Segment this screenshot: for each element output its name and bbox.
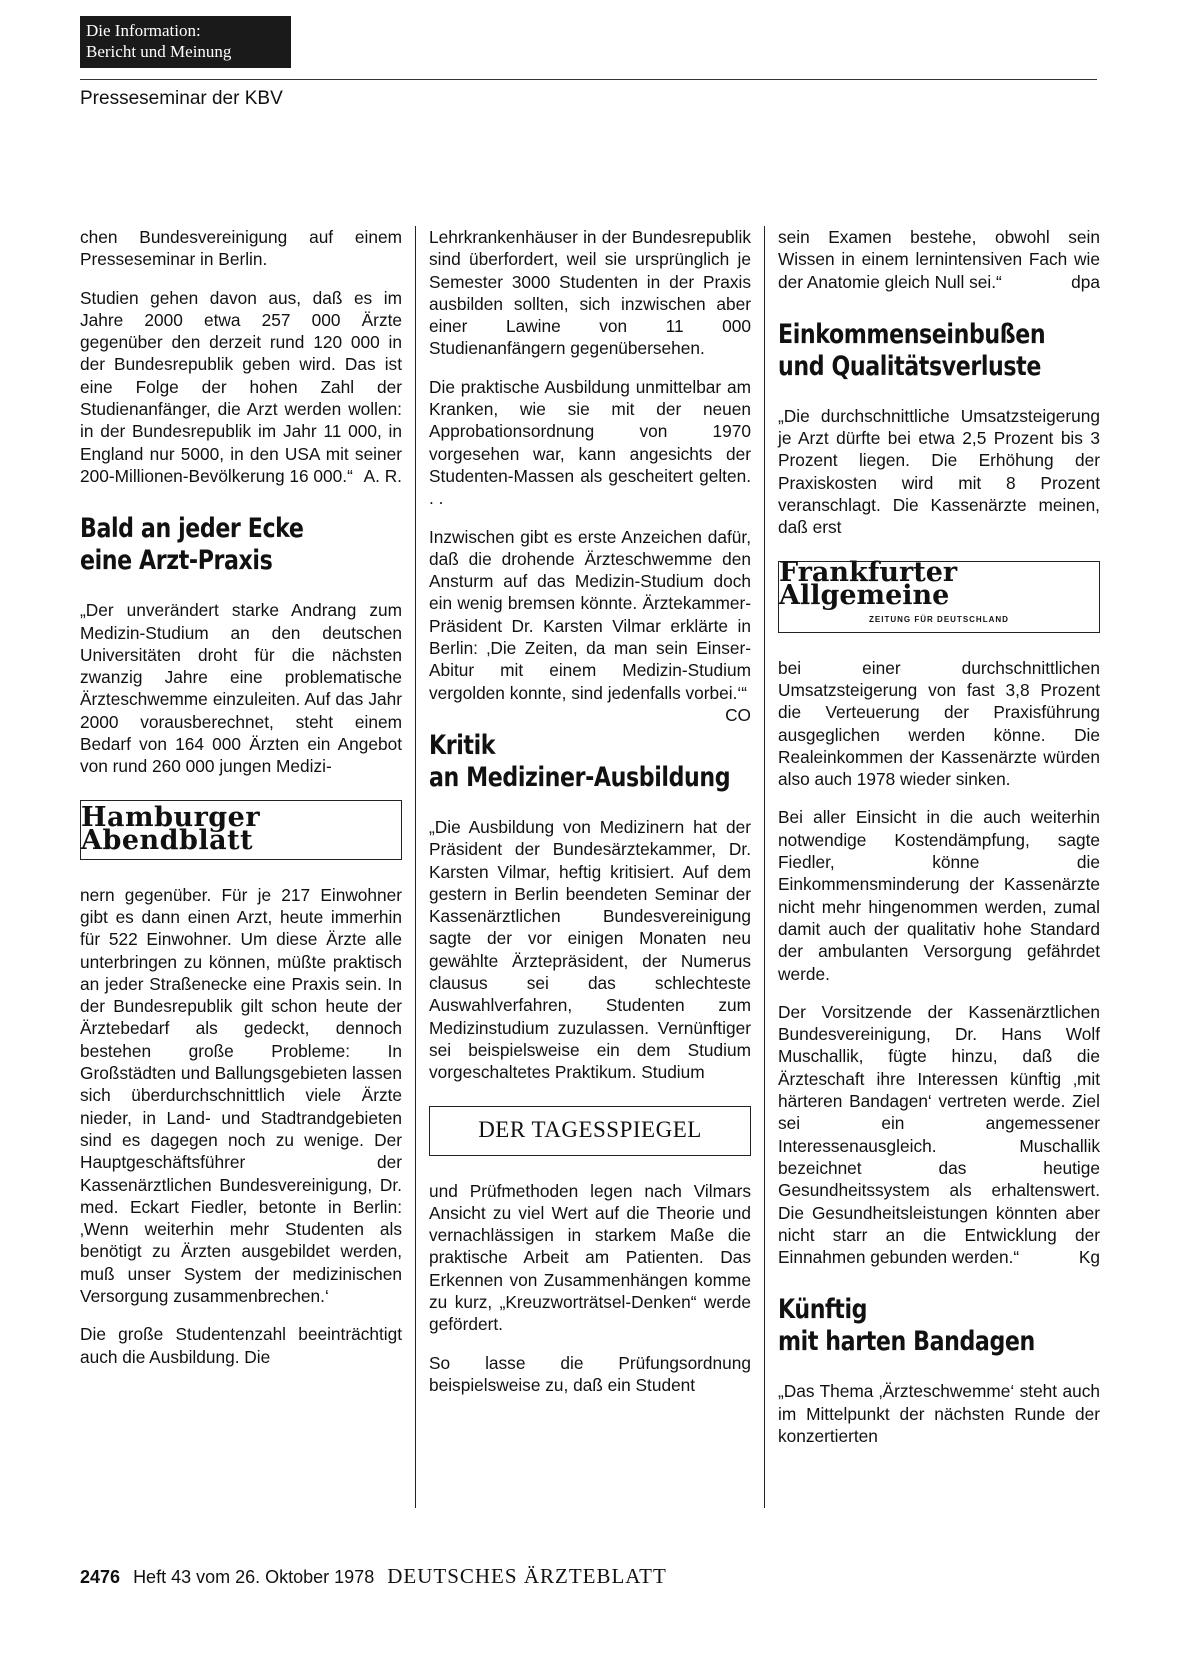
logo-text: Frankfurter Allgemeine [779, 557, 958, 611]
badge-line-1: Die Information: [86, 21, 201, 40]
column-2 [429, 226, 751, 1412]
newspaper-logo-hamburger-abendblatt [80, 800, 402, 860]
page-number: 2476 [80, 1567, 121, 1587]
column-1 [80, 226, 402, 1384]
paragraph: „Der unverändert starke Andrang zum Medizin-Studium an den deutschen Universitäten droht für die nächsten zwanzig Jahre eine problematische Ärzteschwemme einzuleiten. Auf das Jahr 2000 vorausberechnet, steht einem Bedarf von 164 000 Ärzten ein Angebot von rund 260 000 jungen Medizi- [80, 600, 402, 777]
column-divider-1 [415, 226, 416, 1508]
paragraph: bei einer durchschnittlichen Umsatzsteigerung von fast 3,8 Prozent die Verteuerung der Praxisführung ausgeglichen werden könne. Die Realeinkommen der Kassenärzte würden also auch 1978 wieder sinken. [778, 657, 1100, 790]
author-signature: A. R. [363, 465, 402, 486]
article-headline [80, 513, 400, 577]
paragraph-text: Studien gehen davon aus, daß es im Jahre 2000 etwa 257 000 Ärzte gegenüber den derzeit rund 120 000 in der Bundesrepublik geben wird. Das ist eine Folge der hohen Zahl der Studienanfänger, die Arzt werden wollen: in der Bundesrepublik im Jahr 11 000, in England nur 5000, in den USA mit seiner 200-Millionen-Bevölkerung 16 000.“ [80, 287, 402, 486]
paragraph: Bei aller Einsicht in die auch weiterhin notwendige Kostendämpfung, sagte Fiedler, könne die Einkommensminderung der Kassenärzte nicht mehr hingenommen werden, zumal damit auch der qualitativ hohe Standard der ambulanten Versorgung gefährdet werde. [778, 807, 1100, 984]
paragraph-text: Der Vorsitzende der Kassenärztlichen Bundesvereinigung, Dr. Hans Wolf Muschallik, fügte hinzu, daß die Ärzteschaft ihre Interessen künftig ‚mit härteren Bandagen‘ vertreten werde. Ziel sei ein angemessener Interessenausgleich. Muschallik bezeichnet das heutige Gesundheitssystem als erhaltenswert. Die Gesundheitsleistungen könnten aber nicht starr an die Entwicklung der Einnahmen gebunden werden.“ [778, 1001, 1100, 1268]
paragraph: Die praktische Ausbildung unmittelbar am Kranken, wie sie mit der neuen Approbationsordnung von 1970 vorgesehen war, kann angesichts der Studenten-Massen als gescheitert gelten. . . [429, 376, 751, 509]
paragraph [429, 526, 751, 725]
paragraph: Lehrkrankenhäuser in der Bundesrepublik sind überfordert, weil sie ursprünglich je Semester 3000 Studenten in der Praxis ausbilden sollten, sich inzwischen aber einer Lawine von 11 000 Studienanfängern gegenübersehen. [429, 227, 751, 359]
newspaper-logo-faz [778, 557, 1100, 633]
section-badge [80, 16, 291, 68]
headline-line: Kritik [429, 729, 496, 761]
logo-text: DER TAGESSPIEGEL [478, 1117, 702, 1143]
paragraph: So lasse die Prüfungsordnung beispielsweise zu, daß ein Student [429, 1352, 751, 1395]
headline-line: an Mediziner-Ausbildung [429, 761, 731, 793]
paragraph-text: Inzwischen gibt es erste Anzeichen dafür, daß die drohende Ärzteschwemme den Ansturm auf das Medizin-Studium doch ein wenig bremsen könnte. Ärztekammer-Präsident Dr. Karsten Vilmar erklärte in Berlin: ‚Die Zeiten, da man sein Einser-Abitur mit einem Medizin-Studium vergolden konnte, sind jedenfalls vorbei.‘“ [429, 526, 751, 703]
paragraph: „Die Ausbildung von Medizinern hat der Präsident der Bundesärztekammer, Dr. Karsten Vilmar, heftig kritisiert. Auf dem gestern in Berlin beendeten Seminar der Kassenärztlichen Bundesvereinigung sagte der vor einigen Monaten neu gewählte Ärztepräsident, der Numerus clausus sei das schlechteste Auswahlverfahren, Studenten zum Medizinstudium zuzulassen. Vernünftiger sei beispielsweise ein dem Studium vorgeschaltetes Praktikum. Studium [429, 816, 751, 1083]
column-3 [778, 226, 1100, 1463]
headline-line: Einkommenseinbußen [778, 318, 1046, 350]
headline-line: Bald an jeder Ecke [80, 513, 304, 545]
paragraph: und Prüfmethoden legen nach Vilmars Ansicht zu viel Wert auf die Theorie und vernachlässigen in starkem Maße die praktische Arbeit am Patienten. Das Erkennen von Zusammenhängen komme zu kurz, „Kreuzworträtsel-Denken“ werde gefördert. [429, 1180, 751, 1335]
column-divider-2 [764, 226, 765, 1508]
paragraph: chen Bundesvereinigung auf einem Presseseminar in Berlin. [80, 227, 402, 270]
headline-line: eine Arzt-Praxis [80, 545, 273, 577]
logo-subtitle: ZEITUNG FÜR DEUTSCHLAND [869, 614, 1009, 624]
section-title: Presseseminar der KBV [80, 88, 283, 109]
article-headline [778, 1294, 1098, 1358]
article-headline [429, 730, 749, 794]
headline-line: mit harten Bandagen [778, 1326, 1035, 1358]
author-signature: CO [725, 704, 751, 725]
headline-line: Künftig [778, 1294, 868, 1326]
newspaper-logo-tagesspiegel [429, 1106, 751, 1156]
paragraph [778, 1001, 1100, 1269]
logo-text: Hamburger Abendblatt [81, 802, 261, 856]
issue-info: Heft 43 vom 26. Oktober 1978 [133, 1567, 375, 1587]
badge-line-2: Bericht und Meinung [86, 42, 232, 61]
author-signature: Kg [1078, 1247, 1100, 1268]
paragraph [778, 226, 1100, 293]
paragraph: „Die durchschnittliche Umsatzsteigerung je Arzt dürfte bei etwa 2,5 Prozent bis 3 Prozent liegen. Die Erhöhung der Praxiskosten wird mit 8 Prozent veranschlagt. Die Kassenärzte meinen, daß erst [778, 405, 1100, 538]
author-signature: dpa [1071, 271, 1100, 292]
header-rule [80, 79, 1097, 80]
paragraph: „Das Thema ‚Ärzteschwemme‘ steht auch im Mittelpunkt der nächsten Runde der konzertierten [778, 1381, 1100, 1446]
paragraph: Die große Studentenzahl beeinträchtigt auch die Ausbildung. Die [80, 1324, 402, 1367]
paragraph-text: sein Examen bestehe, obwohl sein Wissen in einem lernintensiven Fach wie der Anatomie gleich Null sei.“ [778, 227, 1100, 292]
journal-name: DEUTSCHES ÄRZTEBLATT [387, 1564, 667, 1588]
article-headline [778, 319, 1098, 383]
paragraph [80, 287, 402, 488]
paragraph: nern gegenüber. Für je 217 Einwohner gibt es dann einen Arzt, heute immerhin für 522 Einwohner. Um diese Ärzte alle unterbringen zu können, müßte praktisch an jeder Straßenecke eine Praxis sein. In der Bundesrepublik gilt schon heute der Ärztebedarf als gedeckt, dennoch bestehen große Probleme: In Großstädten und Ballungsgebieten lassen sich überdurchschnittlich viele Ärzte nieder, in Land- und Stadtrandgebieten sind es dagegen noch zu wenige. Der Hauptgeschäftsführer der Kassenärztlichen Bundesvereinigung, Dr. med. Eckart Fiedler, betonte in Berlin: ‚Wenn weiterhin mehr Studenten als benötigt zu Ärzten ausgebildet werden, muß unser System der medizinischen Versorgung zusammenbrechen.‘ [80, 884, 402, 1306]
page-footer [80, 1564, 667, 1589]
headline-line: und Qualitätsverluste [778, 350, 1041, 382]
